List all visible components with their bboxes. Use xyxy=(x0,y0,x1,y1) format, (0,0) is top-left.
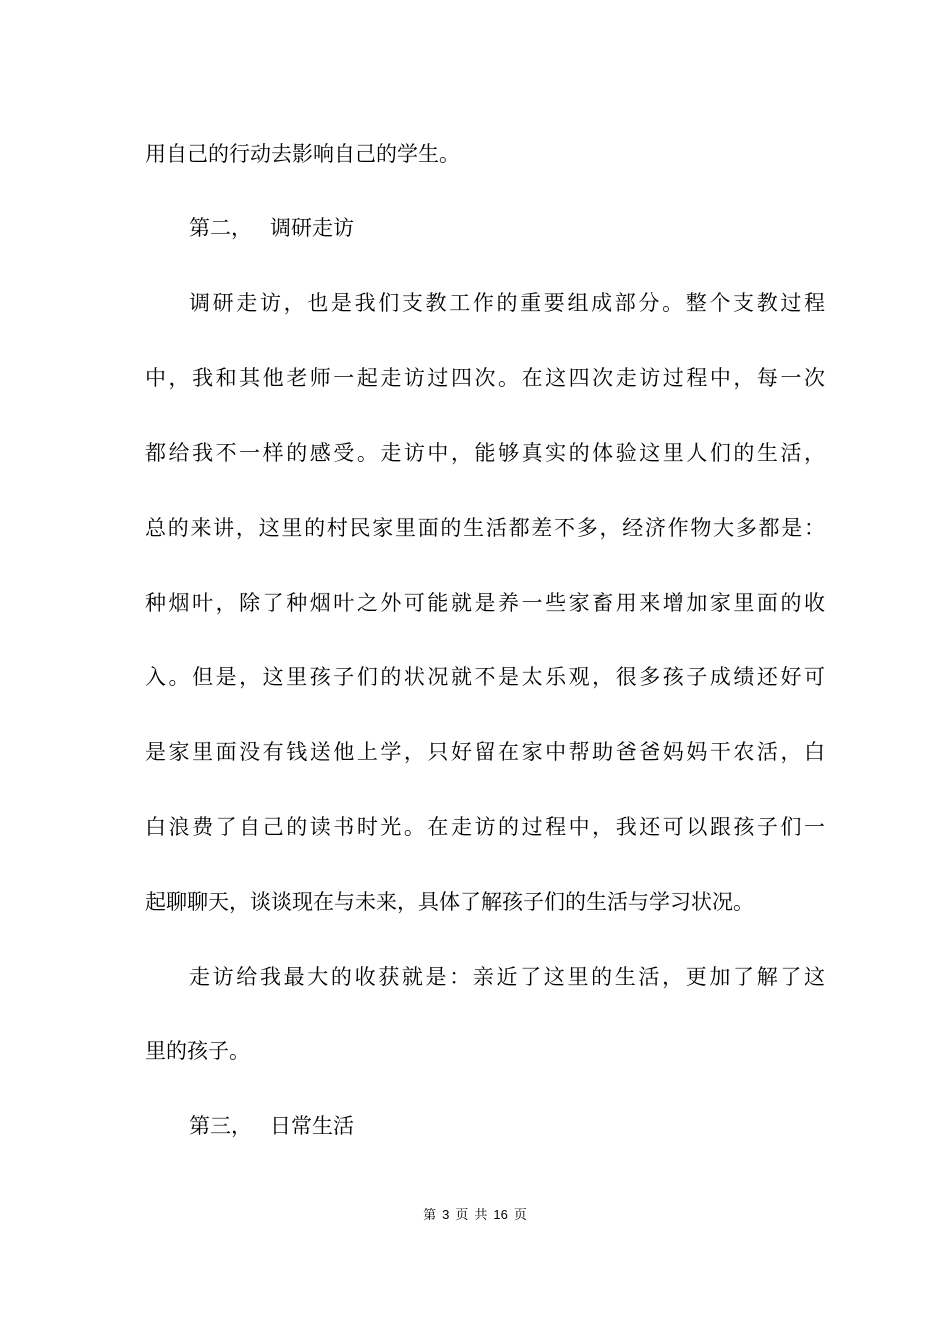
paragraph-line: 都给我不一样的感受。走访中，能够真实的体验这里人们的生活， xyxy=(145,441,825,465)
paragraph-line: 走访给我最大的收获就是：亲近了这里的生活，更加了解了这 xyxy=(189,965,825,989)
footer-total-unit: 页 xyxy=(513,1208,527,1223)
footer-page-label: 第 xyxy=(423,1208,437,1223)
paragraph-line: 中，我和其他老师一起走访过四次。在这四次走访过程中，每一次 xyxy=(145,366,825,390)
paragraph-line: 入。但是，这里孩子们的状况就不是太乐观，很多孩子成绩还好可 xyxy=(145,665,825,689)
footer-page-unit: 页 xyxy=(455,1208,469,1223)
section-title: 日常生活 xyxy=(270,1114,354,1138)
footer-total-label: 共 xyxy=(474,1208,488,1223)
paragraph-line: 调研走访，也是我们支教工作的重要组成部分。整个支教过程 xyxy=(189,291,825,315)
paragraph-line: 总的来讲，这里的村民家里面的生活都差不多，经济作物大多都是： xyxy=(145,516,825,540)
footer-total-pages: 16 xyxy=(493,1207,508,1222)
paragraph-line: 里的孩子。 xyxy=(145,1039,250,1063)
section-heading-3 xyxy=(189,1111,354,1141)
paragraph-line: 种烟叶，除了种烟叶之外可能就是养一些家畜用来增加家里面的收 xyxy=(145,591,825,615)
footer-page-number: 3 xyxy=(442,1207,450,1222)
paragraph-line: 用自己的行动去影响自己的学生。 xyxy=(145,142,460,166)
section-heading-2 xyxy=(189,213,354,243)
paragraph-line: 起聊聊天，谈谈现在与未来，具体了解孩子们的生活与学习状况。 xyxy=(145,890,754,914)
page-footer xyxy=(0,1206,950,1225)
section-title: 调研走访 xyxy=(270,216,354,240)
section-number: 第二， xyxy=(189,216,252,240)
paragraph-line: 白浪费了自己的读书时光。在走访的过程中，我还可以跟孩子们一 xyxy=(145,815,825,839)
section-number: 第三， xyxy=(189,1114,252,1138)
paragraph-line: 是家里面没有钱送他上学，只好留在家中帮助爸爸妈妈干农活，白 xyxy=(145,740,825,764)
